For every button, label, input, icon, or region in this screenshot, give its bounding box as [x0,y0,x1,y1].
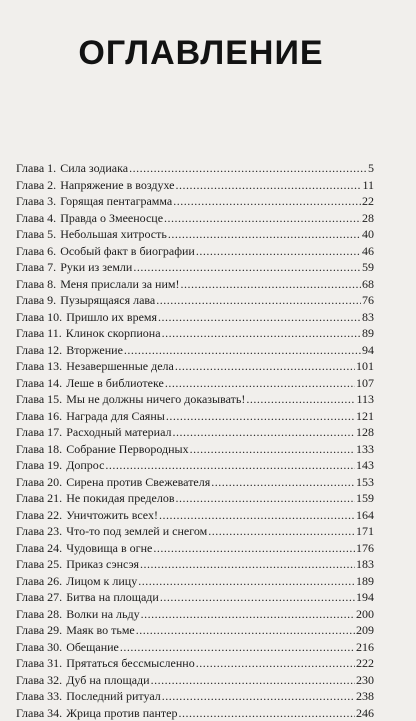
chapter-title: Леше в библиотеке [66,375,164,392]
page-number: 143 [356,457,374,474]
dot-leader [133,259,361,276]
page-number: 40 [362,226,374,243]
chapter-number: Глава 12. [16,342,62,359]
chapter-number: Глава 18. [16,441,62,458]
chapter-number: Глава 26. [16,573,62,590]
page-number: 209 [356,622,374,639]
page-number: 164 [356,507,374,524]
dot-leader [129,160,367,177]
toc-entry [16,457,374,474]
page-number: 76 [362,292,374,309]
chapter-number: Глава 10. [16,309,62,326]
dot-leader [124,342,361,359]
dot-leader [105,457,355,474]
dot-leader [158,309,361,326]
dot-leader [138,573,355,590]
chapter-number: Глава 31. [16,655,62,672]
chapter-number: Глава 6. [16,243,56,260]
page-title: ОГЛАВЛЕНИЕ [16,36,386,70]
chapter-title: Волки на льду [66,606,139,623]
toc-entry [16,424,374,441]
toc-entry [16,573,374,590]
toc-entry [16,589,374,606]
dot-leader [151,672,355,689]
page-number: 222 [356,655,374,672]
chapter-number: Глава 7. [16,259,56,276]
page-number: 216 [356,639,374,656]
dot-leader [190,441,355,458]
page-number: 194 [356,589,374,606]
toc-entry [16,276,374,293]
dot-leader [175,490,355,507]
toc-entry [16,705,374,721]
page-number: 11 [362,177,374,194]
chapter-title: Пузырящаяся лава [60,292,155,309]
chapter-number: Глава 34. [16,705,62,721]
toc-entry [16,672,374,689]
chapter-number: Глава 29. [16,622,62,639]
toc-entry [16,523,374,540]
toc-entry [16,226,374,243]
chapter-number: Глава 2. [16,177,56,194]
chapter-title: Пришло их время [66,309,157,326]
chapter-title: Клинок скорпиона [66,325,161,342]
chapter-number: Глава 24. [16,540,62,557]
chapter-number: Глава 13. [16,358,62,375]
dot-leader [196,243,361,260]
page-number: 59 [362,259,374,276]
chapter-title: Последний ритуал [66,688,161,705]
chapter-title: Прятаться бессмысленно [66,655,195,672]
chapter-number: Глава 16. [16,408,62,425]
chapter-title: Обещание [66,639,119,656]
page-number: 68 [362,276,374,293]
chapter-number: Глава 17. [16,424,62,441]
toc-entry [16,325,374,342]
dot-leader [166,408,355,425]
dot-leader [153,540,355,557]
chapter-title: Небольшая хитрость [60,226,167,243]
toc-entry [16,622,374,639]
toc-entry [16,259,374,276]
page-number: 107 [356,375,374,392]
chapter-title: Руки из земли [60,259,132,276]
chapter-title: Маяк во тьме [66,622,135,639]
dot-leader [196,655,355,672]
toc-entry [16,441,374,458]
dot-leader [162,688,355,705]
chapter-title: Уничтожить всех! [66,507,158,524]
chapter-number: Глава 3. [16,193,56,210]
dot-leader [180,276,361,293]
toc-entry [16,160,374,177]
chapter-number: Глава 9. [16,292,56,309]
chapter-title: Лицом к лицу [66,573,137,590]
toc-entry [16,243,374,260]
page-number: 189 [356,573,374,590]
chapter-title: Чудовища в огне [66,540,152,557]
chapter-number: Глава 8. [16,276,56,293]
dot-leader [136,622,355,639]
chapter-number: Глава 30. [16,639,62,656]
chapter-title: Допрос [66,457,104,474]
dot-leader [173,193,361,210]
chapter-number: Глава 4. [16,210,56,227]
toc-entry [16,540,374,557]
dot-leader [164,210,361,227]
toc-entry [16,639,374,656]
page-number: 83 [362,309,374,326]
chapter-number: Глава 11. [16,325,62,342]
page-number: 22 [362,193,374,210]
toc-entry [16,210,374,227]
chapter-title: Награда для Саяны [66,408,165,425]
chapter-title: Дуб на площади [66,672,149,689]
dot-leader [156,292,361,309]
chapter-number: Глава 23. [16,523,62,540]
chapter-number: Глава 21. [16,490,62,507]
page-number: 159 [356,490,374,507]
toc-entry [16,507,374,524]
chapter-title: Особый факт в биографии [60,243,195,260]
toc-entry [16,490,374,507]
chapter-number: Глава 14. [16,375,62,392]
page-number: 153 [356,474,374,491]
page-number: 101 [356,358,374,375]
chapter-title: Сила зодиака [60,160,128,177]
chapter-number: Глава 15. [16,391,62,408]
chapter-number: Глава 19. [16,457,62,474]
chapter-title: Незавершенные дела [66,358,174,375]
chapter-number: Глава 5. [16,226,56,243]
chapter-title: Напряжение в воздухе [60,177,174,194]
chapter-title: Битва на площади [66,589,159,606]
dot-leader [176,177,362,194]
chapter-number: Глава 27. [16,589,62,606]
page-number: 238 [356,688,374,705]
dot-leader [208,523,355,540]
dot-leader [159,507,355,524]
chapter-number: Глава 25. [16,556,62,573]
chapter-title: Приказ сэнсэя [66,556,139,573]
page-number: 133 [356,441,374,458]
chapter-title: Что-то под землей и снегом [66,523,207,540]
page-number: 128 [356,424,374,441]
toc-entry [16,474,374,491]
chapter-title: Расходный материал [66,424,171,441]
chapter-title: Не покидая пределов [66,490,174,507]
page-number: 121 [356,408,374,425]
dot-leader [140,556,355,573]
dot-leader [178,705,355,721]
toc-entry [16,375,374,392]
page-number: 200 [356,606,374,623]
page-number: 246 [356,705,374,721]
dot-leader [211,474,355,491]
chapter-title: Правда о Змееносце [60,210,163,227]
chapter-number: Глава 33. [16,688,62,705]
dot-leader [168,226,361,243]
chapter-title: Собрание Первородных [66,441,188,458]
dot-leader [162,325,361,342]
chapter-title: Меня прислали за ним! [60,276,179,293]
dot-leader [173,424,355,441]
page-number: 183 [356,556,374,573]
toc-entry [16,606,374,623]
dot-leader [165,375,355,392]
toc-entry [16,556,374,573]
dot-leader [120,639,355,656]
chapter-number: Глава 22. [16,507,62,524]
toc-entry [16,177,374,194]
toc-entry [16,655,374,672]
table-of-contents [16,160,374,721]
toc-entry [16,193,374,210]
chapter-title: Горящая пентаграмма [60,193,172,210]
toc-entry [16,309,374,326]
dot-leader [141,606,355,623]
toc-entry [16,342,374,359]
toc-entry [16,292,374,309]
page-number: 94 [362,342,374,359]
page-number: 171 [356,523,374,540]
dot-leader [160,589,355,606]
chapter-number: Глава 28. [16,606,62,623]
dot-leader [246,391,355,408]
page-number: 5 [368,160,374,177]
page-number: 28 [362,210,374,227]
page-number: 230 [356,672,374,689]
page-number: 113 [356,391,374,408]
chapter-title: Жрица против пантер [66,705,177,721]
chapter-number: Глава 1. [16,160,56,177]
toc-entry [16,688,374,705]
chapter-number: Глава 32. [16,672,62,689]
chapter-title: Вторжение [66,342,123,359]
page-number: 176 [356,540,374,557]
toc-entry [16,391,374,408]
dot-leader [175,358,355,375]
toc-entry [16,358,374,375]
page-number: 89 [362,325,374,342]
toc-entry [16,408,374,425]
chapter-title: Мы не должны ничего доказывать! [66,391,245,408]
page-number: 46 [362,243,374,260]
chapter-number: Глава 20. [16,474,62,491]
chapter-title: Сирена против Свежевателя [66,474,210,491]
